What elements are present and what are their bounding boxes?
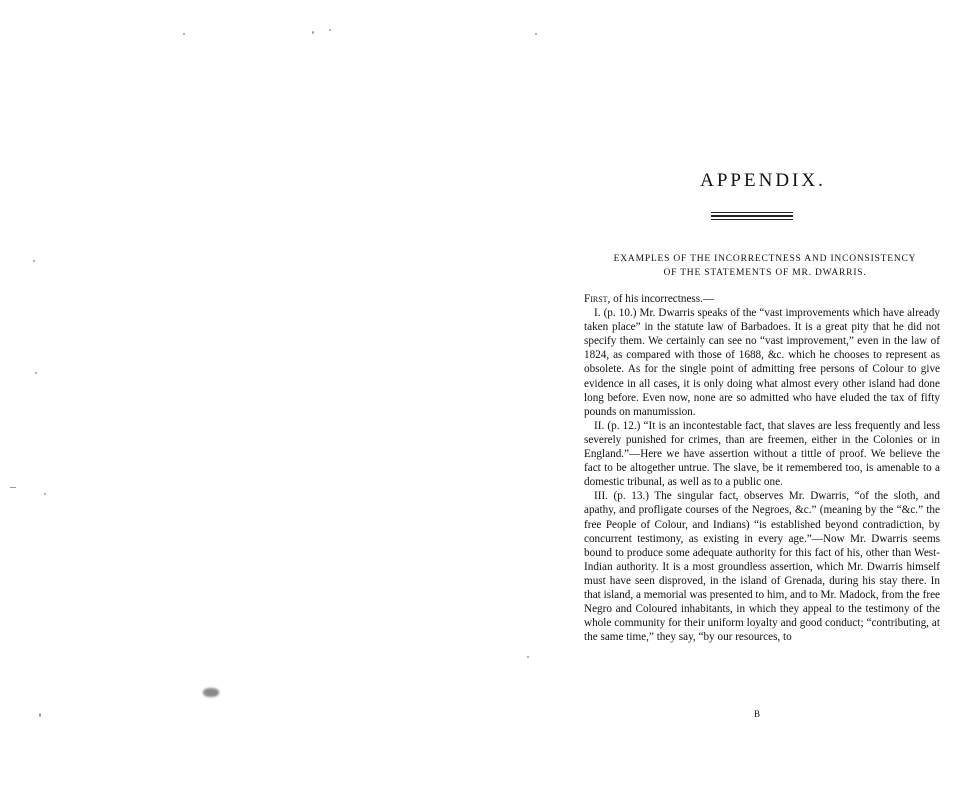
paper-speck [44,493,46,495]
ornamental-rule-middle [711,215,793,217]
intro-rest: of his incorrectness.— [610,293,715,305]
page-heading: APPENDIX. [700,170,826,191]
section-subheading [582,252,948,280]
intro-lead: First, [584,293,611,305]
paragraph-1: I. (p. 10.) Mr. Dwarris speaks of the “vast improvements which have already taken place” in the statute law of Barbadoes. It is a great pity that he did not specify them. We certainly can see no “vast improvement,” even in the law of 1824, as compared with those of 1688, &c. which he chooses to represent as obsolete. As for the single point of admitting free persons of Colour to give evidence in all cases, it is only doing what almost every other island had done long before. Even now, none are so admitted who have eluded the tax of fifty pounds on manumission. [584,307,940,418]
appendix-page [578,0,948,790]
paper-speck [10,487,16,488]
paper-speck [535,33,537,35]
ink-blot [203,688,219,697]
paragraph-2: II. (p. 12.) “It is an incontestable fact, that slaves are less frequently and less severely punished for crimes, than are freemen, either in the Colonies or in England.”—Here we have assertion without a tittle of proof. We believe the fact to be altogether untrue. The slave, be it remembered too, is amenable to a domestic tribunal, as well as to a public one. [584,419,940,489]
ornamental-rule-top [711,212,793,213]
paper-speck [39,713,41,717]
signature-mark: B [754,709,761,719]
intro-line [584,292,940,306]
paper-speck [33,260,35,262]
subheading-line-1: EXAMPLES OF THE INCORRECTNESS AND INCONSISTENCY [613,254,917,264]
subheading-line-2: OF THE STATEMENTS OF MR. DWARRIS. [663,268,867,278]
paragraph-3: III. (p. 13.) The singular fact, observes Mr. Dwarris, “of the sloth, and apathy, and profligate courses of the Negroes, &c.” (meaning by the “&c.” the free People of Colour, and Indians) “is established beyond contradiction, by concurrent testimony, as existing in every age.”—Now Mr. Dwarris seems bound to produce some adequate authority for this fact of his, other than West-Indian authority. It is a most groundless assertion, which Mr. Dwarris himself must have seen disproved, in the island of Grenada, during his stay there. In that island, a memorial was presented to him, and to Mr. Madock, from the free Negro and Coloured inhabitants, in which they appeal to the testimony of the whole community for their uniform loyalty and good conduct; “contributing, at the same time,” they say, “by our resources, to [584,490,940,644]
paper-speck [183,33,185,35]
paper-speck [527,656,529,658]
paper-speck [35,372,37,374]
body-text [584,292,940,644]
ornamental-rule-bottom [711,219,793,220]
paper-speck [329,29,331,31]
paper-speck [312,31,314,34]
